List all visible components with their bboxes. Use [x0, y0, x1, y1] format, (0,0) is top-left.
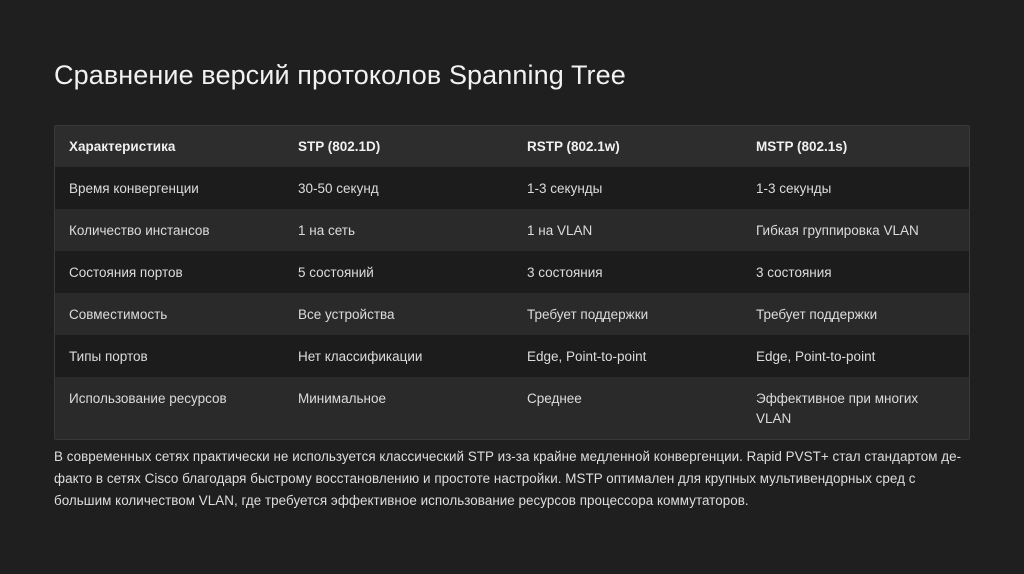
- table-cell: 5 состояний: [298, 265, 374, 280]
- table-header-row: [55, 126, 969, 167]
- table-cell: Гибкая группировка VLAN: [756, 223, 919, 238]
- table-cell: 1 на VLAN: [527, 223, 593, 238]
- summary-note: В современных сетях практически не используется классический STP из-за крайне медленной конвергенции. Rapid PVST+ стал стандартом де-факто в сетях Cisco благодаря быстрому восстановлению и простоте настройки. MSTP оптимален для крупных мультивендорных сред с большим количеством VLAN, где требуется эффективное использование ресурсов процессора коммутаторов.: [54, 449, 962, 508]
- table-cell: Среднее: [527, 391, 582, 406]
- table-cell: 3 состояния: [756, 265, 832, 280]
- table-row: [55, 335, 969, 377]
- table-cell: Минимальное: [298, 391, 386, 406]
- table-cell: Эффективное при многих VLAN: [756, 391, 919, 426]
- table-cell: Совместимость: [69, 307, 168, 322]
- table-cell: Edge, Point-to-point: [527, 349, 647, 364]
- comparison-table: [54, 125, 970, 440]
- table-row: [55, 209, 969, 251]
- table-cell: 1-3 секунды: [756, 181, 832, 196]
- page-title: Сравнение версий протоколов Spanning Tree: [54, 60, 626, 90]
- table-row: [55, 293, 969, 335]
- table-cell: Требует поддержки: [756, 307, 878, 322]
- table-cell: 1 на сеть: [298, 223, 355, 238]
- table-cell: 30-50 секунд: [298, 181, 379, 196]
- table-cell: Время конвергенции: [69, 181, 199, 196]
- header-rstp: RSTP (802.1w): [527, 139, 620, 154]
- table-cell: Количество инстансов: [69, 223, 210, 238]
- table-cell: Edge, Point-to-point: [756, 349, 876, 364]
- table-cell: 3 состояния: [527, 265, 603, 280]
- table-cell: Типы портов: [69, 349, 148, 364]
- table-row: [55, 377, 969, 439]
- table-cell: Все устройства: [298, 307, 395, 322]
- table-cell: Нет классификации: [298, 349, 423, 364]
- table-cell: Использование ресурсов: [69, 391, 227, 406]
- header-mstp: MSTP (802.1s): [756, 139, 848, 154]
- header-stp: STP (802.1D): [298, 139, 381, 154]
- table-cell: Состояния портов: [69, 265, 183, 280]
- header-characteristic: Характеристика: [69, 139, 176, 154]
- table-cell: 1-3 секунды: [527, 181, 603, 196]
- table-cell: Требует поддержки: [527, 307, 649, 322]
- stp-comparison-table: [55, 126, 969, 439]
- table-row: [55, 167, 969, 209]
- table-row: [55, 251, 969, 293]
